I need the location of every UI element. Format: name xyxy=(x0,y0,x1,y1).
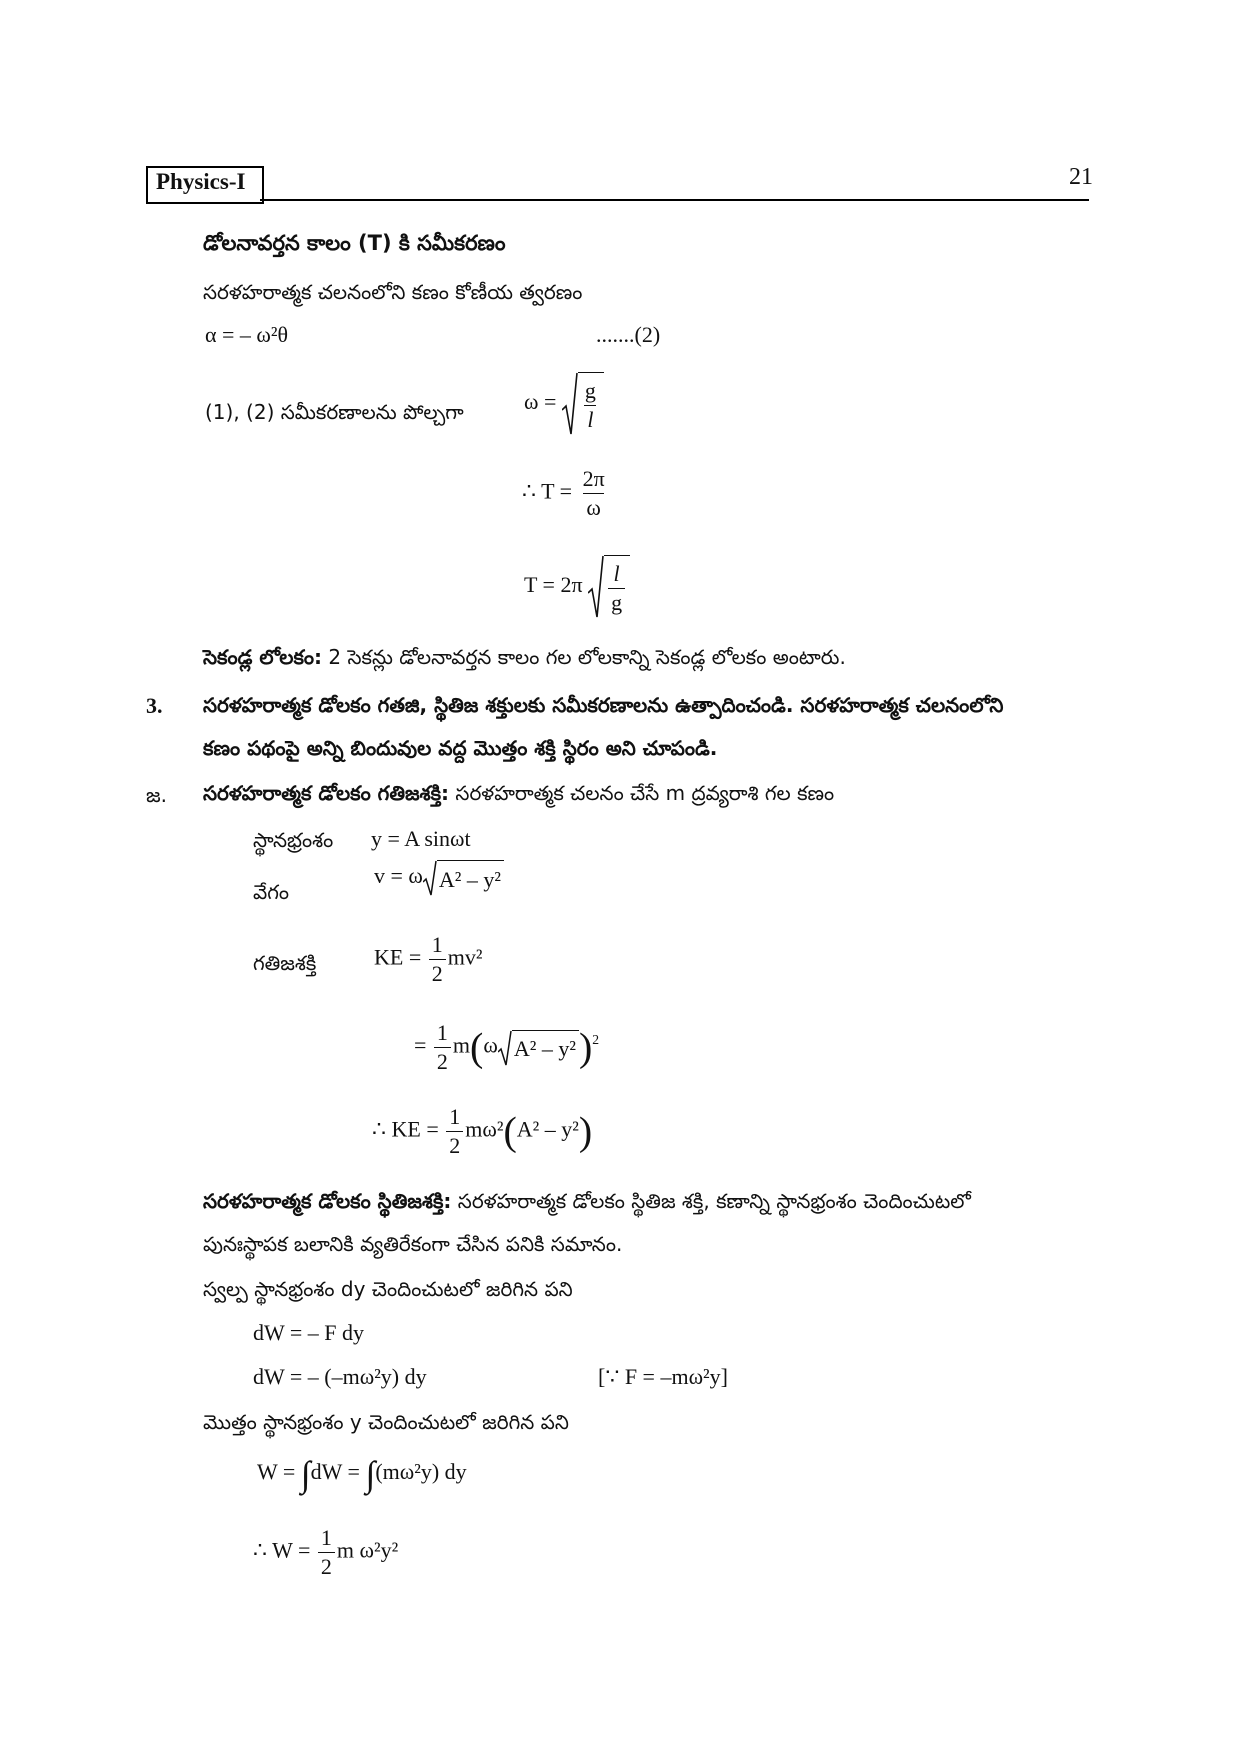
question-line-2: కణం పథంపై అన్ని బిందువుల వద్ద మొత్తం శక్తి స్థిరం అని చూపండి. xyxy=(203,736,718,760)
equation-T-omega xyxy=(522,466,610,521)
ke-label: సరళహరాత్మక డోలకం గతిజశక్తి: xyxy=(203,781,450,805)
intro-text: సరళహరాత్మక చలనంలోని కణం కోణీయ త్వరణం xyxy=(203,280,583,304)
header-rule xyxy=(260,199,1089,201)
ke-text: సరళహరాత్మక చలనం చేసే m ద్రవ్యరాశి గల కణం xyxy=(455,781,835,805)
work-integral-equation xyxy=(257,1456,467,1492)
radical-sign xyxy=(423,860,437,896)
m-omega-squared: mω² xyxy=(465,1116,504,1142)
ke-equation-2 xyxy=(414,1020,599,1075)
radical-sign xyxy=(562,372,578,436)
therefore-T: ∴ T = xyxy=(522,478,573,504)
work-equation-1: dW = – F dy xyxy=(253,1320,365,1345)
seconds-pendulum-line xyxy=(203,645,846,674)
header-title: Physics-I xyxy=(156,169,246,194)
velocity-lhs: v = ω xyxy=(374,863,423,889)
work-final-equation xyxy=(253,1525,398,1580)
section-heading-period: డోలనావర్తన కాలం (T) కి సమీకరణం xyxy=(203,231,506,255)
compare-text: (1), (2) సమీకరణాలను పోల్చగా xyxy=(205,400,464,424)
denominator-g: g xyxy=(608,588,625,616)
displacement-equation: y = A sinωt xyxy=(371,826,471,851)
displacement-label: స్థానభ్రంశం xyxy=(253,828,334,852)
force-note: [∵ F = –mω²y] xyxy=(598,1364,728,1389)
pe-heading-line xyxy=(203,1189,971,1218)
ke-lhs: KE = xyxy=(374,944,422,970)
half-num: 1 xyxy=(449,1104,461,1129)
omega-symbol: ω xyxy=(483,1032,498,1058)
total-displacement-text: మొత్తం స్థానభ్రంశం y చెందించుటలో జరిగిన పని xyxy=(203,1410,569,1434)
omega-lhs: ω = xyxy=(524,389,557,415)
close-paren: ) xyxy=(578,1108,593,1154)
work-equation-2: dW = – (–mω²y) dy xyxy=(253,1364,427,1389)
question-number: 3. xyxy=(146,693,163,718)
numerator-l: l xyxy=(613,561,620,586)
a2-minus-y2: A² – y² xyxy=(516,1116,579,1142)
sqrt-g-over-l xyxy=(562,372,604,436)
w-final: m ω²y² xyxy=(336,1537,399,1563)
ke-therefore: ∴ KE = xyxy=(372,1116,439,1142)
equation-omega xyxy=(524,372,604,436)
radical-sign xyxy=(498,1030,512,1066)
small-displacement-text: స్వల్ప స్థానభ్రంశం dy చెందించుటలో జరిగిన పని xyxy=(203,1277,573,1301)
half-num: 1 xyxy=(320,1525,332,1550)
w-lhs: W = xyxy=(257,1459,296,1485)
half-den: 2 xyxy=(446,1131,463,1159)
pe-label: సరళహరాత్మక డోలకం స్థితిజశక్తి: xyxy=(203,1189,452,1213)
mass-m: m xyxy=(452,1032,471,1058)
radical-sign xyxy=(588,555,604,619)
w-therefore: ∴ W = xyxy=(253,1537,311,1563)
numerator-2pi: 2π xyxy=(582,466,605,491)
half-num: 1 xyxy=(431,932,443,957)
w-mid: dW = xyxy=(310,1459,360,1485)
denominator-l: l xyxy=(584,405,596,433)
kinetic-energy-word: గతిజశక్తి xyxy=(253,951,317,975)
exponent-2: 2 xyxy=(592,1032,600,1048)
answer-marker: జ. xyxy=(146,783,167,807)
T-eq-lhs: T = 2π xyxy=(524,572,583,598)
half-den: 2 xyxy=(434,1047,451,1075)
seconds-pendulum-label: సెకండ్ల లోలకం: xyxy=(203,645,323,669)
seconds-pendulum-text: 2 సెకన్లు డోలనావర్తన కాలం గల లోలకాన్ని సెకండ్ల లోలకం అంటారు. xyxy=(328,645,846,669)
integral-sign: ∫ xyxy=(300,1454,311,1494)
ke-heading-line xyxy=(203,781,834,810)
pe-text-1: సరళహరాత్మక డోలకం స్థితిజ శక్తి, కణాన్ని స్థానభ్రంశం చెందించుటలో xyxy=(457,1189,971,1213)
sqrt-l-over-g xyxy=(588,555,630,619)
mv-squared: mv² xyxy=(447,944,483,970)
question-line-1: సరళహరాత్మక డోలకం గతజి, స్థితిజ శక్తులకు సమీకరణాలను ఉత్పాదించండి. సరళహరాత్మక చలనంలోని xyxy=(203,693,1004,717)
equals-sign: = xyxy=(414,1032,427,1058)
pe-text-2: పునఃస్థాపక బలానికి వ్యతిరేకంగా చేసిన పనికి సమానం. xyxy=(203,1232,623,1256)
radicand: A² – y² xyxy=(512,1030,579,1066)
w-rhs: (mω²y) dy xyxy=(375,1459,467,1485)
equation-alpha: α = – ω²θ xyxy=(205,322,289,347)
numerator-g: g xyxy=(584,378,596,403)
sqrt-a2-y2 xyxy=(423,860,504,896)
half-den: 2 xyxy=(429,959,446,987)
integral-sign: ∫ xyxy=(365,1454,376,1494)
sqrt-a2-y2 xyxy=(498,1030,579,1066)
velocity-equation xyxy=(374,860,504,896)
open-paren: ( xyxy=(470,1024,484,1070)
velocity-label: వేగం xyxy=(253,880,290,904)
ke-equation-1 xyxy=(374,932,482,987)
close-paren: ) xyxy=(578,1024,593,1070)
page-number: 21 xyxy=(1069,164,1093,190)
denominator-omega: ω xyxy=(583,493,603,521)
ke-equation-3 xyxy=(372,1104,592,1159)
half-num: 1 xyxy=(436,1020,448,1045)
radicand: A² – y² xyxy=(437,860,504,896)
equation-tag: .......(2) xyxy=(596,322,661,347)
equation-T-final xyxy=(524,555,630,619)
half-den: 2 xyxy=(318,1552,335,1580)
open-paren: ( xyxy=(503,1108,517,1154)
